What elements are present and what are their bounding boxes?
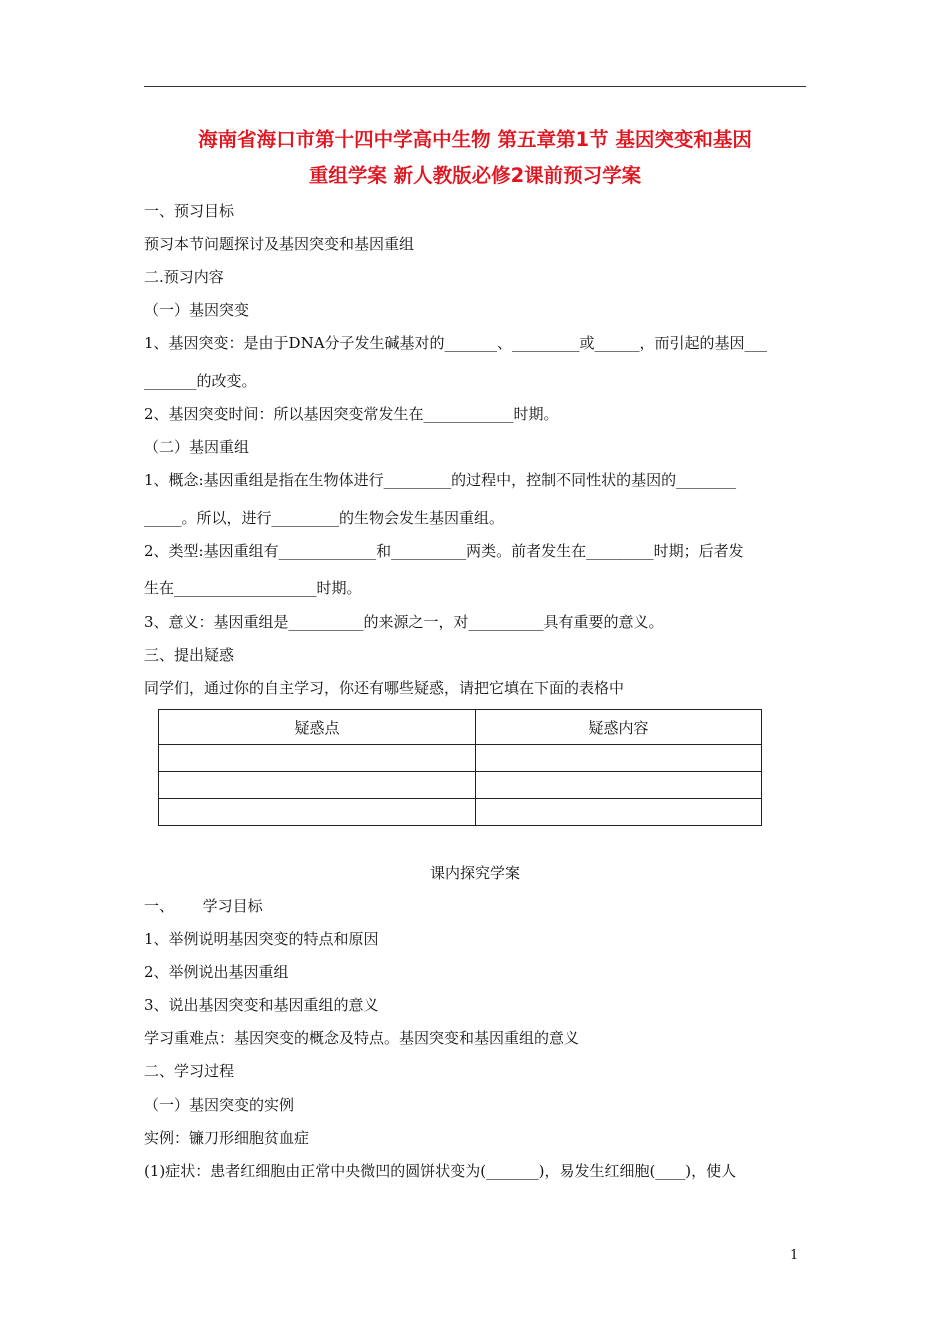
table-header-row: [159, 710, 762, 745]
section-heading-learning-goals: 一、 学习目标: [144, 897, 263, 915]
question-recombination-concept-cont: _____。所以，进行_________的生物会发生基因重组。: [144, 509, 505, 527]
question-mutation-time: 2、基因突变时间：所以基因突变常发生在____________时期。: [144, 405, 559, 423]
table-cell[interactable]: [159, 745, 476, 772]
table-row: [159, 745, 762, 772]
learning-goal-3: 3、说出基因突变和基因重组的意义: [144, 996, 379, 1014]
section-heading-learning-process: 二、学习过程: [144, 1062, 235, 1080]
table-header-question-point: 疑惑点: [159, 710, 476, 745]
header-rule: [144, 86, 806, 87]
table-header-question-content: 疑惑内容: [476, 710, 762, 745]
subheading-gene-mutation: （一）基因突变: [144, 301, 250, 319]
table-cell[interactable]: [476, 772, 762, 799]
section-heading-preview-goal: 一、预习目标: [144, 202, 235, 220]
symptom-question: (1)症状：患者红细胞由正常中央微凹的圆饼状变为(_______)，易发生红细胞(____)，使人: [144, 1162, 737, 1180]
question-recombination-types: 2、类型:基因重组有_____________和__________两类。前者发生在_________时期；后者发: [144, 542, 744, 560]
question-recombination-significance: 3、意义：基因重组是__________的来源之一，对__________具有重要的意义。: [144, 613, 664, 631]
questions-instruction: 同学们，通过你的自主学习，你还有哪些疑惑，请把它填在下面的表格中: [144, 679, 625, 697]
subheading-gene-recombination: （二）基因重组: [144, 438, 250, 456]
table-cell[interactable]: [476, 745, 762, 772]
question-recombination-types-cont: 生在___________________时期。: [144, 579, 362, 597]
learning-goal-2: 2、举例说出基因重组: [144, 963, 289, 981]
section-heading-preview-content: 二.预习内容: [144, 268, 224, 286]
section-title-in-class: 课内探究学案: [429, 864, 520, 882]
question-mutation-definition-cont: _______的改变。: [144, 372, 257, 390]
section-heading-questions: 三、提出疑惑: [144, 646, 235, 664]
document-title-line-2: 重组学案 新人教版必修2课前预习学案: [308, 164, 642, 187]
key-difficulties: 学习重难点：基因突变的概念及特点。基因突变和基因重组的意义: [144, 1029, 580, 1047]
table-row: [159, 772, 762, 799]
questions-table: [158, 709, 762, 826]
table-cell[interactable]: [159, 772, 476, 799]
document-title-line-1: 海南省海口市第十四中学高中生物 第五章第1节 基因突变和基因: [198, 128, 752, 151]
example-sickle-cell: 实例：镰刀形细胞贫血症: [144, 1129, 310, 1147]
table-cell[interactable]: [159, 799, 476, 826]
preview-goal-text: 预习本节问题探讨及基因突变和基因重组: [144, 235, 415, 253]
table-row: [159, 799, 762, 826]
table-cell[interactable]: [476, 799, 762, 826]
question-recombination-concept: 1、概念:基因重组是指在生物体进行_________的过程中，控制不同性状的基因的________: [144, 471, 737, 489]
subheading-mutation-example: （一）基因突变的实例: [144, 1096, 295, 1114]
question-mutation-definition: 1、基因突变：是由于DNA分子发生碱基对的_______、_________或______，而引起的基因___: [144, 334, 768, 352]
page-number: 1: [790, 1248, 799, 1263]
learning-goal-1: 1、举例说明基因突变的特点和原因: [144, 930, 379, 948]
